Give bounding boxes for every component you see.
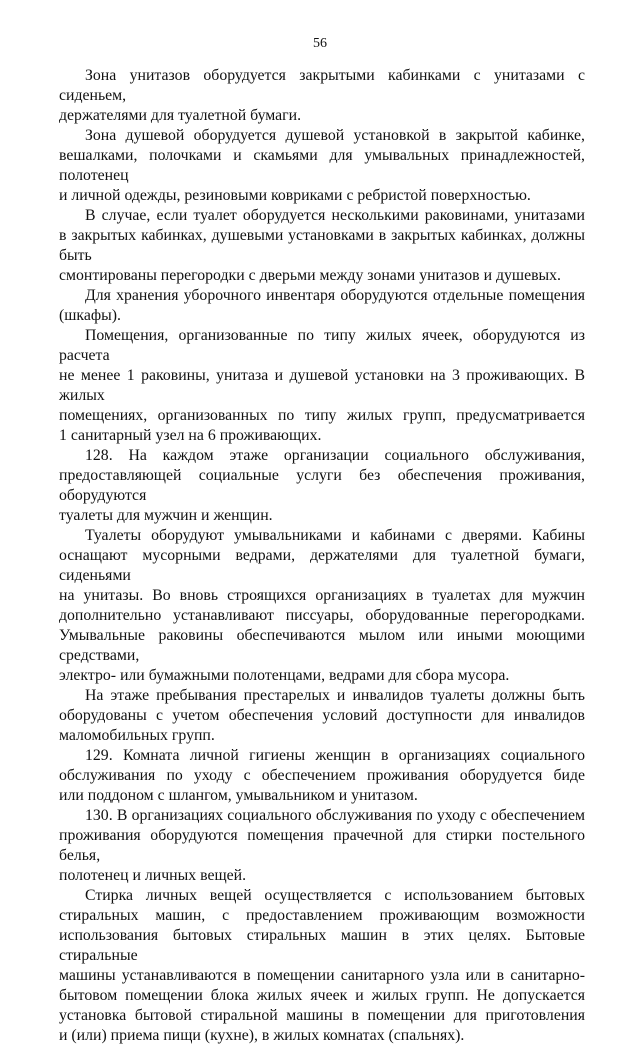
paragraph-partitions [59,206,585,286]
text-line: 128. На каждом этаже организации социального обслуживания, [85,447,585,464]
text-line: держателями для туалетной бумаги. [59,107,302,124]
text-line: или поддоном с шлангом, умывальником и унитазом. [59,787,418,804]
text-line: использования бытовых стиральных машин в этих целях. Бытовые стиральные [59,927,585,964]
text-line: 1 санитарный узел на 6 проживающих. [59,427,322,444]
text-line: предоставляющей социальные услуги без обеспечения проживания, оборудуются [59,467,585,504]
text-line: вешалками, полочками и скамьями для умывальных принадлежностей, полотенец [59,147,585,184]
paragraph-residential-cells [59,326,585,446]
paragraph-130 [59,806,585,886]
body-text [59,66,585,1046]
text-line: бытовом помещении блока жилых ячеек и жилых групп. Не допускается [59,987,585,1004]
text-line: на унитазы. Во вновь строящихся организациях в туалетах для мужчин [59,587,585,604]
text-line: В случае, если туалет оборудуется несколькими раковинами, унитазами [85,207,585,224]
paragraph-cleaning-storage [59,286,585,326]
text-line: 129. Комната личной гигиены женщин в организациях социального [85,747,585,764]
text-line: 130. В организациях социального обслуживания по уходу с обеспечением [85,807,585,824]
text-line: смонтированы перегородки с дверьми между зонами унитазов и душевых. [59,267,562,284]
paragraph-accessibility [59,686,585,746]
text-line: электро- или бумажными полотенцами, ведрами для сбора мусора. [59,667,510,684]
paragraph-toilet-zone [59,66,585,126]
text-line: установка бытовой стиральной машины в помещении для приготовления [59,1007,585,1024]
text-line: Зона унитазов оборудуется закрытыми кабинками с унитазами с сиденьем, [59,67,585,104]
text-line: туалеты для мужчин и женщин. [59,507,273,524]
paragraph-toilets-equipment [59,526,585,686]
paragraph-laundry [59,886,585,1046]
text-line: оборудованы с учетом обеспечения условий доступности для инвалидов [59,707,585,724]
text-line: полотенец и личных вещей. [59,867,247,884]
text-line: маломобильных групп. [59,727,215,744]
text-line: Умывальные раковины обеспечиваются мылом или иными моющими средствами, [59,627,585,664]
paragraph-128 [59,446,585,526]
text-line: (шкафы). [59,307,121,324]
text-line: обслуживания по уходу с обеспечением проживания оборудуется биде [59,767,585,784]
text-line: Для хранения уборочного инвентаря оборудуются отдельные помещения [85,287,585,304]
text-line: Зона душевой оборудуется душевой установкой в закрытой кабинке, [85,127,585,144]
text-line: в закрытых кабинках, душевыми установками в закрытых кабинках, должны быть [59,227,585,264]
text-line: не менее 1 раковины, унитаза и душевой установки на 3 проживающих. В жилых [59,367,585,404]
text-line: оснащают мусорными ведрами, держателями для туалетной бумаги, сиденьями [59,547,585,584]
paragraph-shower-zone [59,126,585,206]
text-line: Стирка личных вещей осуществляется с использованием бытовых [85,887,585,904]
text-line: стиральных машин, с предоставлением проживающим возможности [59,907,585,924]
text-line: и (или) приема пищи (кухне), в жилых комнатах (спальнях). [59,1027,465,1044]
text-line: проживания оборудуются помещения прачечной для стирки постельного белья, [59,827,585,864]
text-line: дополнительно устанавливают писсуары, оборудованные перегородками. [59,607,585,624]
paragraph-129 [59,746,585,806]
page-number: 56 [313,36,327,51]
text-line: помещениях, организованных по типу жилых групп, предусматривается [59,407,585,424]
text-line: Туалеты оборудуют умывальниками и кабинами с дверями. Кабины [85,527,585,544]
text-line: На этаже пребывания престарелых и инвалидов туалеты должны быть [85,687,585,704]
text-line: машины устанавливаются в помещении санитарного узла или в санитарно- [59,967,585,984]
text-line: и личной одежды, резиновыми ковриками с ребристой поверхностью. [59,187,531,204]
text-line: Помещения, организованные по типу жилых ячеек, оборудуются из расчета [59,327,585,364]
